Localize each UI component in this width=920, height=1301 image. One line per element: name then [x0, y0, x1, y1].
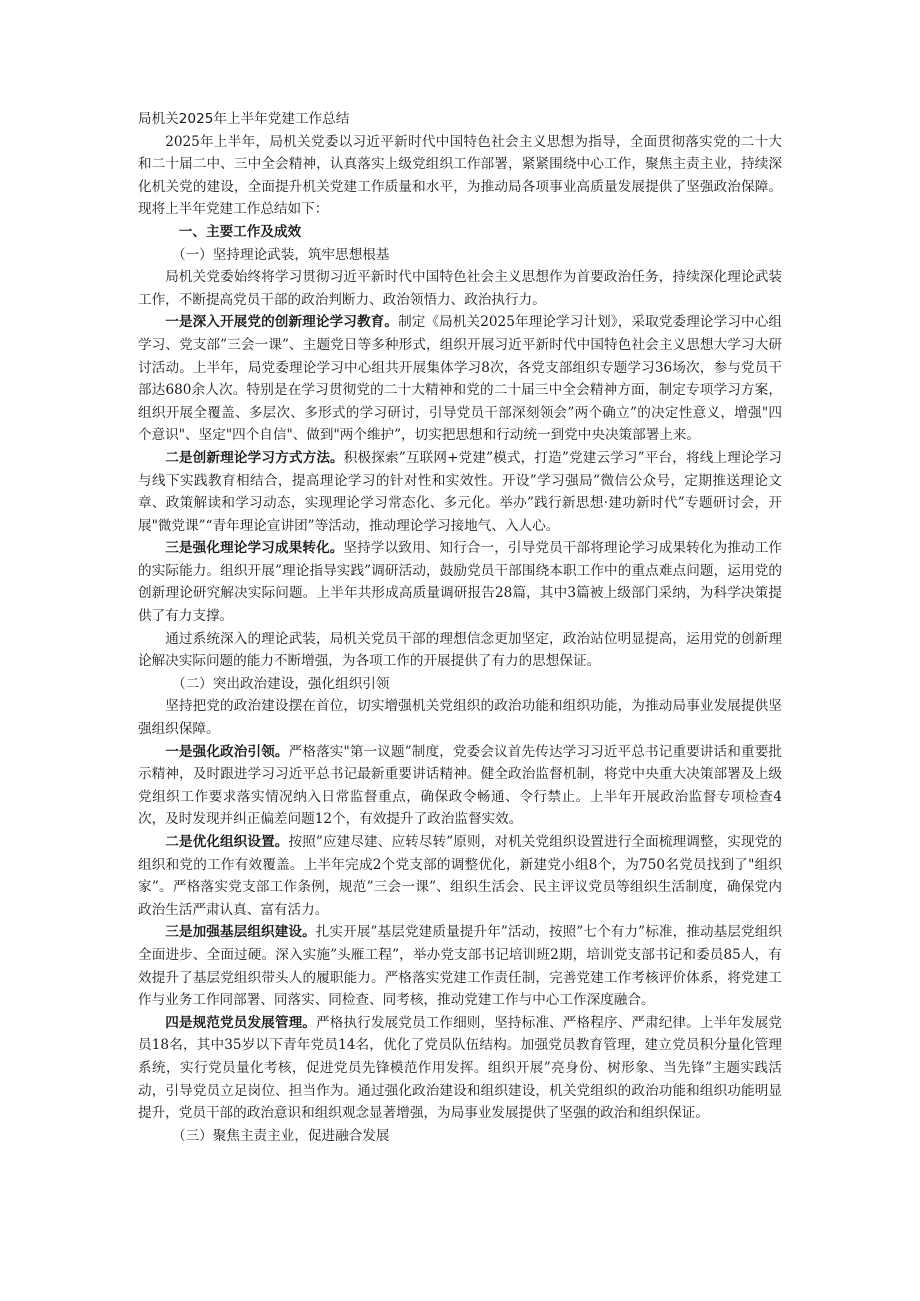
point-lead: 二是创新理论学习方式方法。 — [165, 449, 344, 466]
point-body: 坚持学以致用、知行合一，引导党员干部将理论学习成果转化为推动工作的实际能力。组织开展”理论指导实践”调研活动，鼓励党员干部围绕本职工作中的重点难点问题，运用党的创新理论研究解决实际问题。上半年共形成高质量调研报告28篇，其中3篇被上级部门采纳，为科学决策提供了有力支撑。 — [138, 540, 783, 625]
point-body: 积极探索”互联网+党建”模式，打造”党建云学习”平台，将线上理论学习与线下实践教育相结合，提高理论学习的针对性和实效性。开设”学习强局”微信公众号，定期推送理论文章、政策解读和学习动态，实现理论学习常态化、多元化。举办”践行新思想·建功新时代”专题研讨会，开展"微党课”“青年理论宣讲团”等活动，推动理论学习接地气、入人心。 — [138, 449, 782, 534]
section-heading: 一、主要工作及成效 — [178, 223, 302, 240]
point-body: 制定《局机关2025年理论学习计划》，采取党委理论学习中心组学习、党支部”三会一课”、主题党日等多种形式，组织开展习近平新时代中国特色社会主义思想大学习大研讨活动。上半年，局党委理论学习中心组共开展集体学习8次，各党支部组织专题学习36场次，参与党员干部达680余人次。特别是在学习贯彻党的二十大精神和党的二十届三中全会精神方面，制定专项学习方案，组织开展全覆盖、多层次、多形式的学习研讨，引导党员干部深刻领会”两个确立”的决定性意义，增强"四个意识"、坚定"四个自信"、做到"两个维护”，切实把思想和行动统一到党中央决策部署上来。 — [138, 314, 783, 444]
subsection-1-point-2 — [138, 447, 782, 537]
document-page — [138, 108, 782, 1147]
point-lead: 二是优化组织设置。 — [165, 834, 289, 850]
subsection-2-point-4 — [138, 1012, 782, 1125]
point-lead: 三是强化理论学习成果转化。 — [165, 540, 344, 557]
subsection-2-intro: 坚持把党的政治建设摆在首位，切实增强机关党组织的政治功能和组织功能，为推动局事业发展提供坚强组织保障。 — [138, 698, 782, 738]
point-body: 严格执行发展党员工作细则，坚持标准、严格程序、严肃纪律。上半年发展党员18名，其中35岁以下青年党员14名，优化了党员队伍结构。加强党员教育管理，建立党员积分量化管理系统，实行党员量化考核，促进党员先锋模范作用发挥。组织开展”亮身份、树形象、当先锋”主题实践活动，引导党员立足岗位、担当作为。通过强化政治建设和组织建设，机关党组织的政治功能和组织功能明显提升，党员干部的政治意识和组织观念显著增强，为局事业发展提供了坚强的政治和组织保证。 — [138, 1014, 783, 1122]
point-lead: 一是深入开展党的创新理论学习教育。 — [165, 314, 399, 331]
subsection-2-point-1 — [138, 741, 782, 831]
point-lead: 一是强化政治引领。 — [165, 743, 289, 760]
subsection-1-summary: 通过系统深入的理论武装，局机关党员干部的理想信念更加坚定，政治站位明显提高，运用党的创新理论解决实际问题的能力不断增强，为各项工作的开展提供了有力的思想保证。 — [138, 630, 782, 670]
subsection-heading-1: （一）坚持理论武装，筑牢思想根基 — [172, 246, 390, 263]
point-body: 按照”应建尽建、应转尽转”原则，对机关党组织设置进行全面梳理调整，实现党的组织和党的工作有效覆盖。上半年完成2个党支部的调整优化，新建党小组8个，为750名党员找到了"组织家”。严格落实党支部工作条例，规范”三会一课”、组织生活会、民主评议党员等组织生活制度，确保党内政治生活严肃认真、富有活力。 — [138, 834, 783, 918]
subsection-1-intro: 局机关党委始终将学习贯彻习近平新时代中国特色社会主义思想作为首要政治任务，持续深化理论武装工作，不断提高党员干部的政治判断力、政治领悟力、政治执行力。 — [138, 269, 782, 308]
intro-paragraph: 2025年上半年，局机关党委以习近平新时代中国特色社会主义思想为指导，全面贯彻落实党的二十大和二十届二中、三中全会精神，认真落实上级党组织工作部署，紧紧围绕中心工作，聚焦主责主业，持续深化机关党的建设，全面提升机关党建工作质量和水平，为推动局各项事业高质量发展提供了坚强政治保障。现将上半年党建工作总结如下： — [138, 133, 782, 218]
subsection-heading-2: （二）突出政治建设，强化组织引领 — [172, 675, 390, 692]
point-lead: 四是规范党员发展管理。 — [165, 1014, 316, 1031]
subsection-2-point-3 — [138, 921, 782, 1011]
subsection-2-point-2 — [138, 831, 782, 921]
subsection-heading-3: （三）聚焦主责主业，促进融合发展 — [172, 1127, 390, 1144]
subsection-1-point-1 — [138, 311, 782, 447]
point-body: 严格落实"第一议题”制度，党委会议首先传达学习习近平总书记重要讲话和重要批示精神，及时跟进学习习近平总书记最新重要讲话精神。健全政治监督机制，将党中央重大决策部署及上级党组织工作要求落实情况纳入日常监督重点，确保政令畅通、令行禁止。上半年开展政治监督专项检查4次，及时发现并纠正偏差问题12个，有效提升了政治监督实效。 — [138, 743, 783, 828]
point-lead: 三是加强基层组织建设。 — [165, 924, 316, 941]
document-title: 局机关2025年上半年党建工作总结 — [138, 111, 350, 127]
subsection-1-point-3 — [138, 537, 782, 627]
point-body: 扎实开展”基层党建质量提升年”活动，按照”七个有力”标准，推动基层党组织全面进步、全面过硬。深入实施”头雁工程”，举办党支部书记培训班2期，培训党支部书记和委员85人，有效提升了基层党组织带头人的履职能力。严格落实党建工作责任制，完善党建工作考核评价体系，将党建工作与业务工作同部署、同落实、同检查、同考核，推动党建工作与中心工作深度融合。 — [138, 924, 783, 1009]
